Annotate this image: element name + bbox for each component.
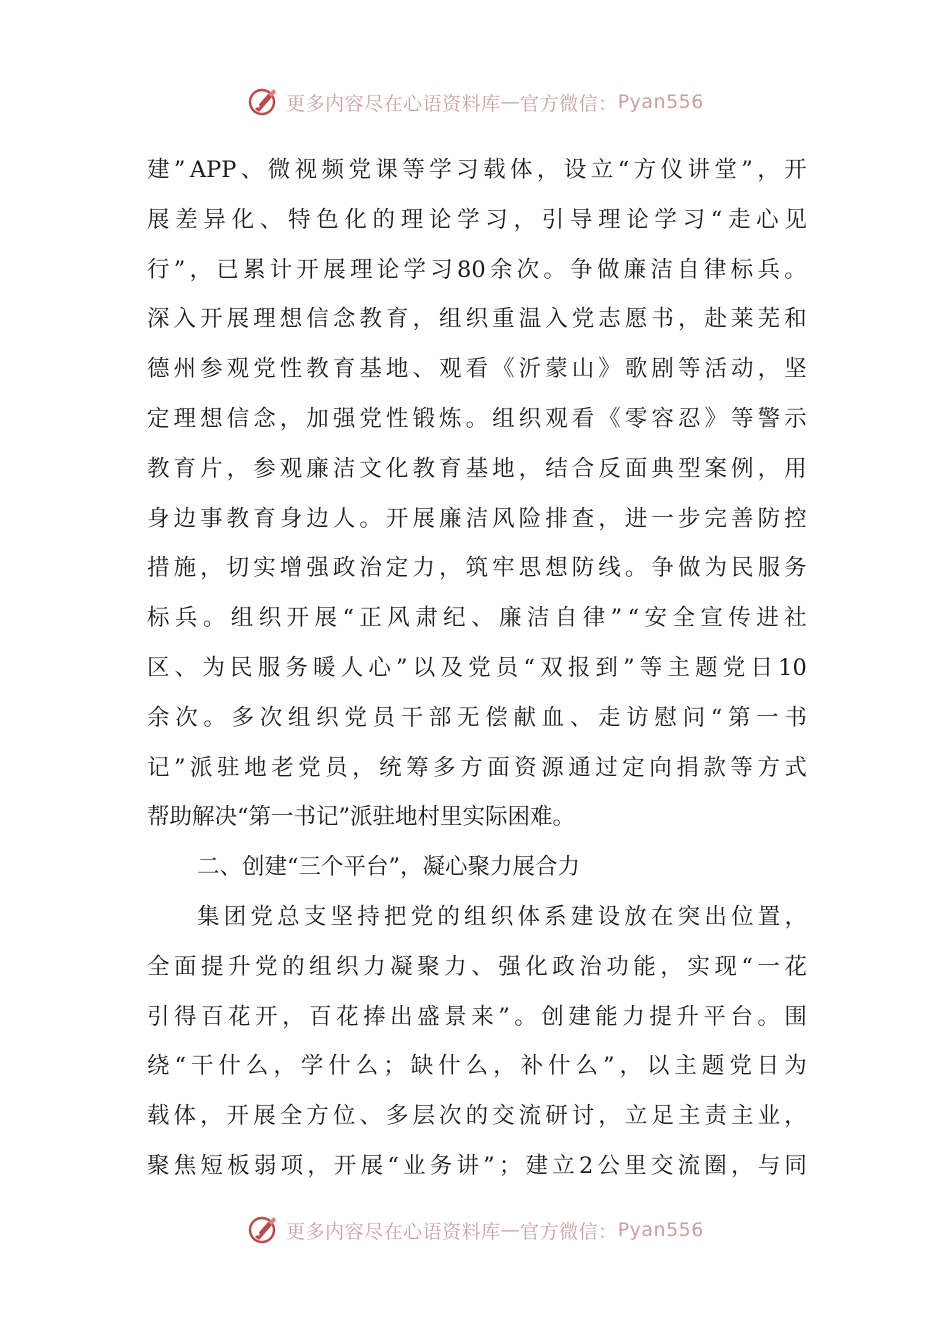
section-heading: 二、创建“三个平台”，凝心聚力展合力 [197, 854, 581, 881]
pen-nib-logo-icon [246, 1213, 280, 1247]
banner-separator: — [500, 1219, 521, 1241]
text-line: 绕 “ 干 什 么 ， 学 什 么 ； 缺 什 么 ， 补 什 么 ” ， 以 主 题 党 日 为 [147, 1053, 807, 1080]
banner-wechat-id: Pyan556 [617, 1219, 704, 1241]
banner-separator: — [500, 91, 521, 113]
pen-nib-logo-icon [246, 85, 280, 119]
text-line: 记 ” 派 驻 地 老 党 员 ， 统 筹 多 方 面 资 源 通 过 定 向 捐 款 等 方 式 [147, 754, 807, 781]
text-line: 区 、 为 民 服 务 暖 人 心 ” 以 及 党 员 “ 双 报 到 ” 等 主 题 党 日 10 [147, 654, 807, 681]
text-line: 标 兵 。 组 织 开 展 “ 正 风 肃 纪 、 廉 洁 自 律 ” “ 安 全 宣 传 进 社 [147, 605, 807, 632]
text-line: 建 ” APP 、 微 视 频 党 课 等 学 习 载 体 ， 设 立 “ 方 仪 讲 堂 ” ， 开 [147, 157, 807, 183]
banner-text: 更多内容尽在心语资料库 [286, 1220, 501, 1243]
text-line: 深 入 开 展 理 想 信 念 教 育 ， 组 织 重 温 入 党 志 愿 书 ， 赴 莱 芜 和 [147, 306, 807, 333]
text-line: 教 育 片 ， 参 观 廉 洁 文 化 教 育 基 地 ， 结 合 反 面 典 型 案 例 ， 用 [147, 455, 807, 482]
text-line: 身 边 事 教 育 身 边 人 。 开 展 廉 洁 风 险 排 查 ， 进 一 步 完 善 防 控 [147, 505, 807, 532]
paragraph-first-line: 集 团 党 总 支 坚 持 把 党 的 组 织 体 系 建 设 放 在 突 出 位 置 ， [197, 903, 807, 930]
header-watermark-banner [0, 82, 950, 122]
text-line: 帮助解决“第一书记”派驻地村里实际困难。 [147, 804, 576, 831]
text-line: 措 施 ， 切 实 增 强 政 治 定 力 ， 筑 牢 思 想 防 线 。 争 做 为 民 服 务 [147, 555, 807, 582]
text-line: 全 面 提 升 党 的 组 织 力 凝 聚 力 、 强 化 政 治 功 能 ， 实 现 “ 一 花 [147, 953, 807, 980]
document-body [147, 146, 807, 1192]
text-line: 德 州 参 观 党 性 教 育 基 地 、 观 看 《 沂 蒙 山 》 歌 剧 等 活 动 ， 坚 [147, 356, 807, 383]
banner-wechat-id: Pyan556 [617, 91, 704, 113]
banner-wechat-label: 官方微信： [520, 1220, 618, 1243]
text-line: 行 ” ， 已 累 计 开 展 理 论 学 习 80 余 次 。 争 做 廉 洁 自 律 标 兵 。 [147, 256, 807, 283]
footer-watermark-banner [0, 1210, 950, 1250]
text-line: 余 次 。 多 次 组 织 党 员 干 部 无 偿 献 血 、 走 访 慰 问 “ 第 一 书 [147, 704, 807, 731]
banner-text: 更多内容尽在心语资料库 [286, 92, 501, 115]
text-line: 展 差 异 化 、 特 色 化 的 理 论 学 习 ， 引 导 理 论 学 习 “ 走 心 见 [147, 206, 807, 233]
text-line: 定 理 想 信 念 ， 加 强 党 性 锻 炼 。 组 织 观 看 《 零 容 忍 》 等 警 示 [147, 405, 807, 432]
text-line: 引 得 百 花 开 ， 百 花 捧 出 盛 景 来 ” 。 创 建 能 力 提 升 平 台 。 围 [147, 1003, 807, 1030]
banner-wechat-label: 官方微信： [520, 92, 618, 115]
text-line: 聚 焦 短 板 弱 项 ， 开 展 “ 业 务 讲 ” ； 建 立 2 公 里 交 流 圈 ， 与 同 [147, 1152, 807, 1179]
text-line: 载 体 ， 开 展 全 方 位 、 多 层 次 的 交 流 研 讨 ， 立 足 主 责 主 业 ， [147, 1103, 807, 1130]
